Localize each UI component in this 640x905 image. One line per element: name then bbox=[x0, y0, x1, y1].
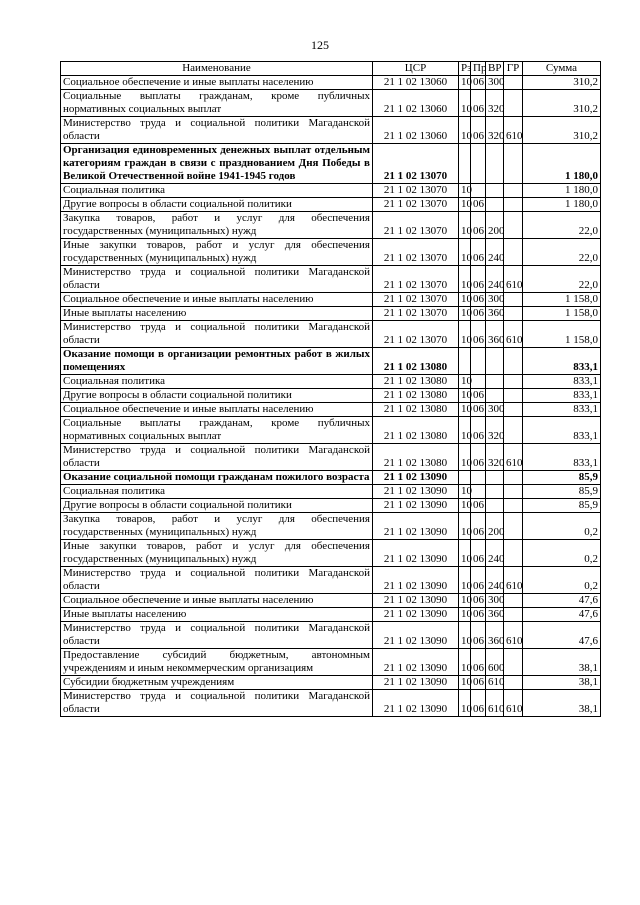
cell-name: Министерство труда и социальной политики Магаданской области bbox=[61, 444, 373, 471]
cell-pr: 06 bbox=[471, 567, 486, 594]
cell-name: Иные закупки товаров, работ и услуг для обеспечения государственных (муниципальных) нужд bbox=[61, 239, 373, 266]
cell-gr: 610 bbox=[504, 567, 523, 594]
cell-pr: 06 bbox=[471, 266, 486, 293]
cell-csr: 21 1 02 13070 bbox=[373, 212, 459, 239]
cell-pr: 06 bbox=[471, 690, 486, 717]
cell-vr bbox=[486, 198, 504, 212]
cell-pr bbox=[471, 375, 486, 389]
cell-name: Министерство труда и социальной политики Магаданской области bbox=[61, 117, 373, 144]
cell-csr: 21 1 02 13090 bbox=[373, 622, 459, 649]
cell-csr: 21 1 02 13070 bbox=[373, 307, 459, 321]
table-row bbox=[61, 307, 601, 321]
cell-rz bbox=[459, 471, 471, 485]
cell-pr: 06 bbox=[471, 594, 486, 608]
header-gr: ГР bbox=[504, 62, 523, 76]
cell-vr: 300 bbox=[486, 403, 504, 417]
cell-csr: 21 1 02 13090 bbox=[373, 567, 459, 594]
cell-name: Министерство труда и социальной политики Магаданской области bbox=[61, 690, 373, 717]
cell-sum: 85,9 bbox=[523, 485, 601, 499]
cell-rz: 10 bbox=[459, 293, 471, 307]
table-row bbox=[61, 90, 601, 117]
cell-csr: 21 1 02 13060 bbox=[373, 90, 459, 117]
table-row bbox=[61, 513, 601, 540]
table-row bbox=[61, 485, 601, 499]
cell-csr: 21 1 02 13080 bbox=[373, 348, 459, 375]
cell-rz: 10 bbox=[459, 513, 471, 540]
cell-vr bbox=[486, 471, 504, 485]
cell-vr bbox=[486, 375, 504, 389]
cell-sum: 0,2 bbox=[523, 567, 601, 594]
cell-rz: 10 bbox=[459, 676, 471, 690]
cell-pr: 06 bbox=[471, 513, 486, 540]
cell-gr bbox=[504, 239, 523, 266]
cell-name: Иные выплаты населению bbox=[61, 608, 373, 622]
budget-table bbox=[60, 61, 601, 717]
cell-sum: 833,1 bbox=[523, 389, 601, 403]
cell-rz: 10 bbox=[459, 76, 471, 90]
cell-gr bbox=[504, 513, 523, 540]
cell-gr bbox=[504, 485, 523, 499]
cell-vr: 320 bbox=[486, 117, 504, 144]
cell-sum: 833,1 bbox=[523, 348, 601, 375]
cell-name: Другие вопросы в области социальной политики bbox=[61, 389, 373, 403]
cell-vr: 300 bbox=[486, 594, 504, 608]
cell-name: Социальная политика bbox=[61, 485, 373, 499]
cell-gr bbox=[504, 499, 523, 513]
cell-csr: 21 1 02 13090 bbox=[373, 513, 459, 540]
cell-pr bbox=[471, 184, 486, 198]
cell-rz: 10 bbox=[459, 266, 471, 293]
header-rz: Рз bbox=[459, 62, 471, 76]
cell-sum: 1 158,0 bbox=[523, 293, 601, 307]
cell-pr: 06 bbox=[471, 540, 486, 567]
cell-pr: 06 bbox=[471, 198, 486, 212]
cell-pr: 06 bbox=[471, 608, 486, 622]
cell-sum: 1 158,0 bbox=[523, 307, 601, 321]
table-row bbox=[61, 293, 601, 307]
cell-sum: 833,1 bbox=[523, 444, 601, 471]
cell-sum: 310,2 bbox=[523, 76, 601, 90]
cell-name: Социальная политика bbox=[61, 184, 373, 198]
cell-csr: 21 1 02 13090 bbox=[373, 676, 459, 690]
cell-vr: 300 bbox=[486, 293, 504, 307]
table-row bbox=[61, 608, 601, 622]
cell-rz: 10 bbox=[459, 389, 471, 403]
cell-csr: 21 1 02 13090 bbox=[373, 485, 459, 499]
cell-vr bbox=[486, 389, 504, 403]
cell-pr: 06 bbox=[471, 239, 486, 266]
table-row bbox=[61, 389, 601, 403]
cell-rz: 10 bbox=[459, 198, 471, 212]
table-row bbox=[61, 567, 601, 594]
table-row bbox=[61, 676, 601, 690]
cell-pr bbox=[471, 348, 486, 375]
table-row bbox=[61, 348, 601, 375]
cell-gr bbox=[504, 594, 523, 608]
cell-vr bbox=[486, 184, 504, 198]
cell-name: Социальное обеспечение и иные выплаты населению bbox=[61, 293, 373, 307]
cell-rz: 10 bbox=[459, 403, 471, 417]
cell-sum: 1 180,0 bbox=[523, 198, 601, 212]
cell-pr: 06 bbox=[471, 321, 486, 348]
cell-vr: 240 bbox=[486, 567, 504, 594]
cell-csr: 21 1 02 13070 bbox=[373, 266, 459, 293]
table-row bbox=[61, 594, 601, 608]
table-header-row bbox=[61, 62, 601, 76]
cell-vr bbox=[486, 348, 504, 375]
table-row bbox=[61, 117, 601, 144]
cell-csr: 21 1 02 13070 bbox=[373, 144, 459, 184]
cell-sum: 85,9 bbox=[523, 499, 601, 513]
cell-rz: 10 bbox=[459, 117, 471, 144]
cell-vr: 600 bbox=[486, 649, 504, 676]
cell-rz: 10 bbox=[459, 485, 471, 499]
cell-sum: 0,2 bbox=[523, 513, 601, 540]
cell-csr: 21 1 02 13070 bbox=[373, 321, 459, 348]
cell-gr: 610 bbox=[504, 321, 523, 348]
cell-sum: 1 158,0 bbox=[523, 321, 601, 348]
cell-rz: 10 bbox=[459, 239, 471, 266]
cell-pr: 06 bbox=[471, 212, 486, 239]
cell-sum: 38,1 bbox=[523, 690, 601, 717]
table-row bbox=[61, 403, 601, 417]
table-row bbox=[61, 198, 601, 212]
cell-gr bbox=[504, 293, 523, 307]
cell-gr: 610 bbox=[504, 690, 523, 717]
cell-pr: 06 bbox=[471, 649, 486, 676]
cell-gr bbox=[504, 676, 523, 690]
cell-rz: 10 bbox=[459, 307, 471, 321]
cell-vr: 320 bbox=[486, 90, 504, 117]
cell-rz: 10 bbox=[459, 499, 471, 513]
cell-vr: 200 bbox=[486, 513, 504, 540]
cell-name: Социальные выплаты гражданам, кроме публичных нормативных социальных выплат bbox=[61, 417, 373, 444]
cell-csr: 21 1 02 13070 bbox=[373, 293, 459, 307]
cell-csr: 21 1 02 13070 bbox=[373, 239, 459, 266]
cell-pr: 06 bbox=[471, 444, 486, 471]
cell-csr: 21 1 02 13090 bbox=[373, 690, 459, 717]
cell-sum: 22,0 bbox=[523, 212, 601, 239]
header-pr: Пр bbox=[471, 62, 486, 76]
cell-rz: 10 bbox=[459, 417, 471, 444]
cell-rz: 10 bbox=[459, 540, 471, 567]
cell-name: Закупка товаров, работ и услуг для обеспечения государственных (муниципальных) нужд bbox=[61, 513, 373, 540]
cell-gr bbox=[504, 76, 523, 90]
cell-vr: 360 bbox=[486, 321, 504, 348]
cell-name: Предоставление субсидий бюджетным, автономным учреждениям и иным некоммерческим организациям bbox=[61, 649, 373, 676]
cell-name: Министерство труда и социальной политики Магаданской области bbox=[61, 622, 373, 649]
cell-gr: 610 bbox=[504, 266, 523, 293]
cell-gr bbox=[504, 184, 523, 198]
cell-name: Оказание помощи в организации ремонтных работ в жилых помещениях bbox=[61, 348, 373, 375]
cell-vr bbox=[486, 144, 504, 184]
cell-csr: 21 1 02 13080 bbox=[373, 375, 459, 389]
page-number: 125 bbox=[311, 38, 329, 52]
cell-vr: 200 bbox=[486, 212, 504, 239]
table-row bbox=[61, 622, 601, 649]
cell-gr bbox=[504, 144, 523, 184]
table-body bbox=[61, 76, 601, 717]
cell-gr bbox=[504, 212, 523, 239]
cell-name: Социальное обеспечение и иные выплаты населению bbox=[61, 403, 373, 417]
table-row bbox=[61, 184, 601, 198]
cell-csr: 21 1 02 13070 bbox=[373, 184, 459, 198]
cell-vr: 610 bbox=[486, 676, 504, 690]
cell-vr bbox=[486, 499, 504, 513]
cell-rz: 10 bbox=[459, 608, 471, 622]
table-row bbox=[61, 266, 601, 293]
cell-rz: 10 bbox=[459, 444, 471, 471]
cell-gr bbox=[504, 471, 523, 485]
cell-gr bbox=[504, 403, 523, 417]
table-row bbox=[61, 499, 601, 513]
cell-csr: 21 1 02 13090 bbox=[373, 649, 459, 676]
cell-sum: 310,2 bbox=[523, 117, 601, 144]
cell-gr bbox=[504, 649, 523, 676]
cell-csr: 21 1 02 13080 bbox=[373, 389, 459, 403]
cell-csr: 21 1 02 13090 bbox=[373, 499, 459, 513]
cell-name: Министерство труда и социальной политики Магаданской области bbox=[61, 321, 373, 348]
cell-sum: 0,2 bbox=[523, 540, 601, 567]
cell-pr: 06 bbox=[471, 403, 486, 417]
cell-sum: 47,6 bbox=[523, 608, 601, 622]
cell-gr bbox=[504, 608, 523, 622]
cell-gr: 610 bbox=[504, 444, 523, 471]
header-name: Наименование bbox=[61, 62, 373, 76]
cell-gr bbox=[504, 389, 523, 403]
cell-vr: 320 bbox=[486, 417, 504, 444]
cell-rz: 10 bbox=[459, 212, 471, 239]
cell-rz: 10 bbox=[459, 375, 471, 389]
cell-vr: 320 bbox=[486, 444, 504, 471]
table-row bbox=[61, 540, 601, 567]
cell-sum: 833,1 bbox=[523, 375, 601, 389]
cell-name: Другие вопросы в области социальной политики bbox=[61, 198, 373, 212]
cell-sum: 1 180,0 bbox=[523, 184, 601, 198]
cell-rz: 10 bbox=[459, 184, 471, 198]
cell-sum: 22,0 bbox=[523, 266, 601, 293]
cell-name: Иные закупки товаров, работ и услуг для обеспечения государственных (муниципальных) нужд bbox=[61, 540, 373, 567]
table-row bbox=[61, 144, 601, 184]
cell-name: Другие вопросы в области социальной политики bbox=[61, 499, 373, 513]
cell-sum: 85,9 bbox=[523, 471, 601, 485]
cell-vr bbox=[486, 485, 504, 499]
cell-gr bbox=[504, 90, 523, 117]
cell-vr: 360 bbox=[486, 622, 504, 649]
cell-csr: 21 1 02 13080 bbox=[373, 444, 459, 471]
cell-gr bbox=[504, 417, 523, 444]
cell-pr bbox=[471, 485, 486, 499]
cell-name: Социальное обеспечение и иные выплаты населению bbox=[61, 76, 373, 90]
table-row bbox=[61, 375, 601, 389]
cell-sum: 1 180,0 bbox=[523, 144, 601, 184]
cell-pr: 06 bbox=[471, 307, 486, 321]
cell-csr: 21 1 02 13070 bbox=[373, 198, 459, 212]
cell-name: Организация единовременных денежных выплат отдельным категориям граждан в связи с празднованием Дня Победы в Великой Отечественной войне 1941-1945 годов bbox=[61, 144, 373, 184]
cell-csr: 21 1 02 13090 bbox=[373, 594, 459, 608]
cell-pr: 06 bbox=[471, 389, 486, 403]
cell-pr: 06 bbox=[471, 676, 486, 690]
cell-csr: 21 1 02 13090 bbox=[373, 608, 459, 622]
table-row bbox=[61, 444, 601, 471]
cell-sum: 22,0 bbox=[523, 239, 601, 266]
cell-pr: 06 bbox=[471, 90, 486, 117]
cell-gr bbox=[504, 307, 523, 321]
cell-csr: 21 1 02 13080 bbox=[373, 403, 459, 417]
cell-sum: 310,2 bbox=[523, 90, 601, 117]
cell-rz: 10 bbox=[459, 594, 471, 608]
cell-vr: 240 bbox=[486, 540, 504, 567]
cell-pr: 06 bbox=[471, 417, 486, 444]
cell-vr: 300 bbox=[486, 76, 504, 90]
cell-gr: 610 bbox=[504, 117, 523, 144]
cell-name: Социальное обеспечение и иные выплаты населению bbox=[61, 594, 373, 608]
cell-name: Иные выплаты населению bbox=[61, 307, 373, 321]
cell-gr bbox=[504, 540, 523, 567]
header-sum: Сумма bbox=[523, 62, 601, 76]
cell-name: Министерство труда и социальной политики Магаданской области bbox=[61, 266, 373, 293]
header-csr: ЦСР bbox=[373, 62, 459, 76]
table-row bbox=[61, 239, 601, 266]
cell-sum: 833,1 bbox=[523, 417, 601, 444]
cell-csr: 21 1 02 13080 bbox=[373, 417, 459, 444]
table-row bbox=[61, 690, 601, 717]
cell-name: Оказание социальной помощи гражданам пожилого возраста bbox=[61, 471, 373, 485]
cell-name: Субсидии бюджетным учреждениям bbox=[61, 676, 373, 690]
cell-pr: 06 bbox=[471, 499, 486, 513]
cell-vr: 240 bbox=[486, 266, 504, 293]
table-row bbox=[61, 212, 601, 239]
cell-name: Министерство труда и социальной политики Магаданской области bbox=[61, 567, 373, 594]
cell-pr: 06 bbox=[471, 622, 486, 649]
cell-rz bbox=[459, 144, 471, 184]
table-row bbox=[61, 471, 601, 485]
cell-csr: 21 1 02 13090 bbox=[373, 471, 459, 485]
table-row bbox=[61, 76, 601, 90]
table-row bbox=[61, 417, 601, 444]
cell-sum: 47,6 bbox=[523, 594, 601, 608]
cell-gr bbox=[504, 348, 523, 375]
cell-sum: 47,6 bbox=[523, 622, 601, 649]
cell-name: Социальные выплаты гражданам, кроме публичных нормативных социальных выплат bbox=[61, 90, 373, 117]
cell-vr: 240 bbox=[486, 239, 504, 266]
cell-pr bbox=[471, 144, 486, 184]
cell-vr: 610 bbox=[486, 690, 504, 717]
cell-rz: 10 bbox=[459, 690, 471, 717]
cell-rz: 10 bbox=[459, 567, 471, 594]
cell-pr: 06 bbox=[471, 117, 486, 144]
cell-gr bbox=[504, 198, 523, 212]
cell-name: Закупка товаров, работ и услуг для обеспечения государственных (муниципальных) нужд bbox=[61, 212, 373, 239]
cell-sum: 38,1 bbox=[523, 676, 601, 690]
table-row bbox=[61, 321, 601, 348]
cell-rz: 10 bbox=[459, 622, 471, 649]
cell-rz bbox=[459, 348, 471, 375]
cell-pr bbox=[471, 471, 486, 485]
cell-csr: 21 1 02 13060 bbox=[373, 117, 459, 144]
header-vr: ВР bbox=[486, 62, 504, 76]
cell-vr: 360 bbox=[486, 608, 504, 622]
cell-sum: 833,1 bbox=[523, 403, 601, 417]
cell-rz: 10 bbox=[459, 90, 471, 117]
cell-name: Социальная политика bbox=[61, 375, 373, 389]
cell-gr bbox=[504, 375, 523, 389]
cell-gr: 610 bbox=[504, 622, 523, 649]
cell-rz: 10 bbox=[459, 649, 471, 676]
cell-rz: 10 bbox=[459, 321, 471, 348]
cell-pr: 06 bbox=[471, 293, 486, 307]
cell-csr: 21 1 02 13090 bbox=[373, 540, 459, 567]
cell-csr: 21 1 02 13060 bbox=[373, 76, 459, 90]
cell-sum: 38,1 bbox=[523, 649, 601, 676]
cell-vr: 360 bbox=[486, 307, 504, 321]
table-row bbox=[61, 649, 601, 676]
cell-pr: 06 bbox=[471, 76, 486, 90]
